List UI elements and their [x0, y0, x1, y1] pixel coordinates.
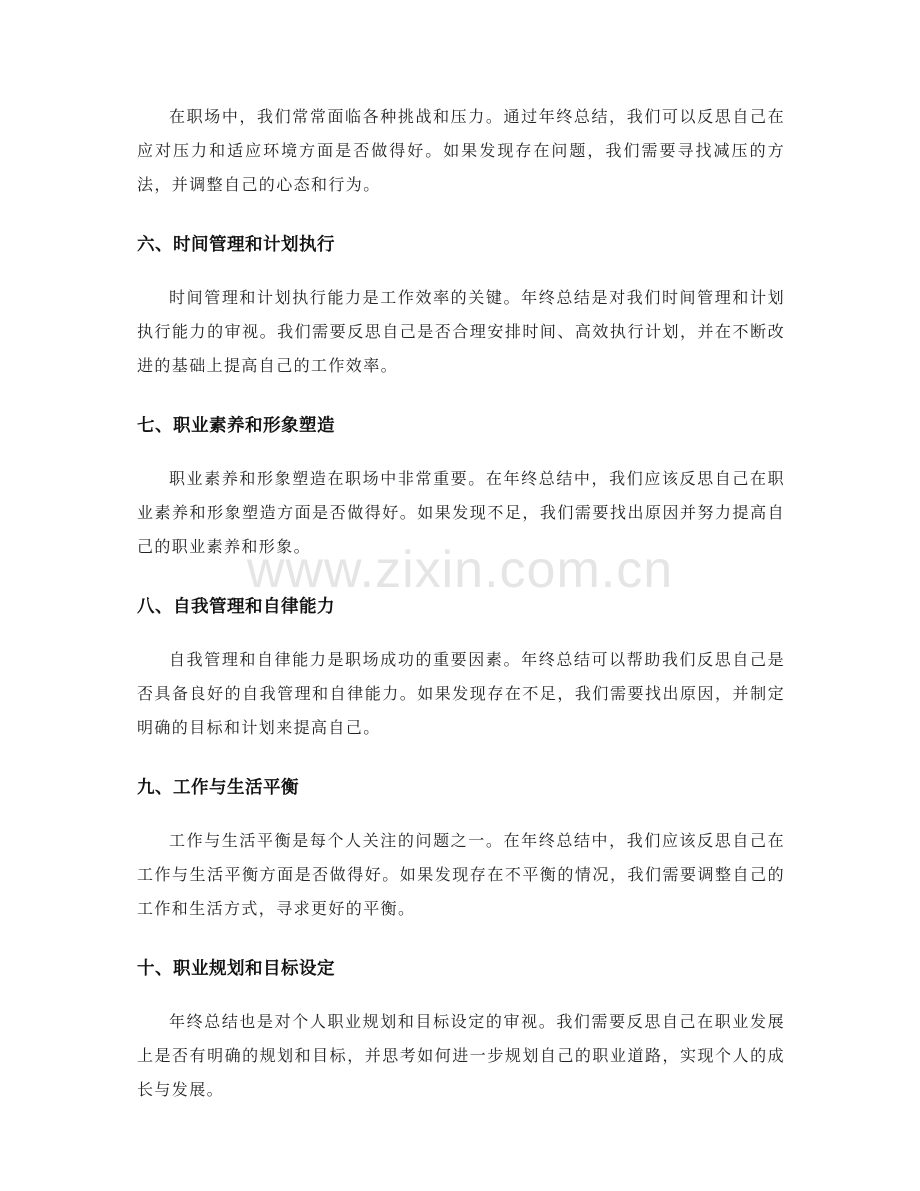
section-paragraph-8: 自我管理和自律能力是职场成功的重要因素。年终总结可以帮助我们反思自己是否具备良好的自我管理和自律能力。如果发现存在不足，我们需要找出原因，并制定明确的目标和计划来提高自己。	[137, 650, 785, 737]
section-paragraph-10: 年终总结也是对个人职业规划和目标设定的审视。我们需要反思自己在职业发展上是否有明确的规划和目标，并思考如何进一步规划自己的职业道路，实现个人的成长与发展。	[137, 1012, 785, 1099]
section-paragraph-6: 时间管理和计划执行能力是工作效率的关键。年终总结是对我们时间管理和计划执行能力的审视。我们需要反思自己是否合理安排时间、高效执行计划，并在不断改进的基础上提高自己的工作效率。	[137, 288, 785, 375]
section-heading-9: 九、工作与生活平衡	[137, 778, 299, 798]
section-heading-7: 七、职业素养和形象塑造	[137, 416, 335, 436]
document-body	[137, 100, 785, 1107]
section-heading-10: 十、职业规划和目标设定	[137, 959, 335, 979]
watermark: www.zixin.com.cn	[246, 541, 674, 599]
section-heading-8: 八、自我管理和自律能力	[137, 597, 335, 617]
section-paragraph-9: 工作与生活平衡是每个人关注的问题之一。在年终总结中，我们应该反思自己在工作与生活平衡方面是否做得好。如果发现存在不平衡的情况，我们需要调整自己的工作和生活方式，寻求更好的平衡。	[137, 831, 785, 918]
section-paragraph-7: 职业素养和形象塑造在职场中非常重要。在年终总结中，我们应该反思自己在职业素养和形象塑造方面是否做得好。如果发现不足，我们需要找出原因并努力提高自己的职业素养和形象。	[137, 469, 785, 556]
section-heading-6: 六、时间管理和计划执行	[137, 235, 335, 255]
intro-paragraph: 在职场中，我们常常面临各种挑战和压力。通过年终总结，我们可以反思自己在应对压力和适应环境方面是否做得好。如果发现存在问题，我们需要寻找减压的方法，并调整自己的心态和行为。	[137, 107, 785, 194]
